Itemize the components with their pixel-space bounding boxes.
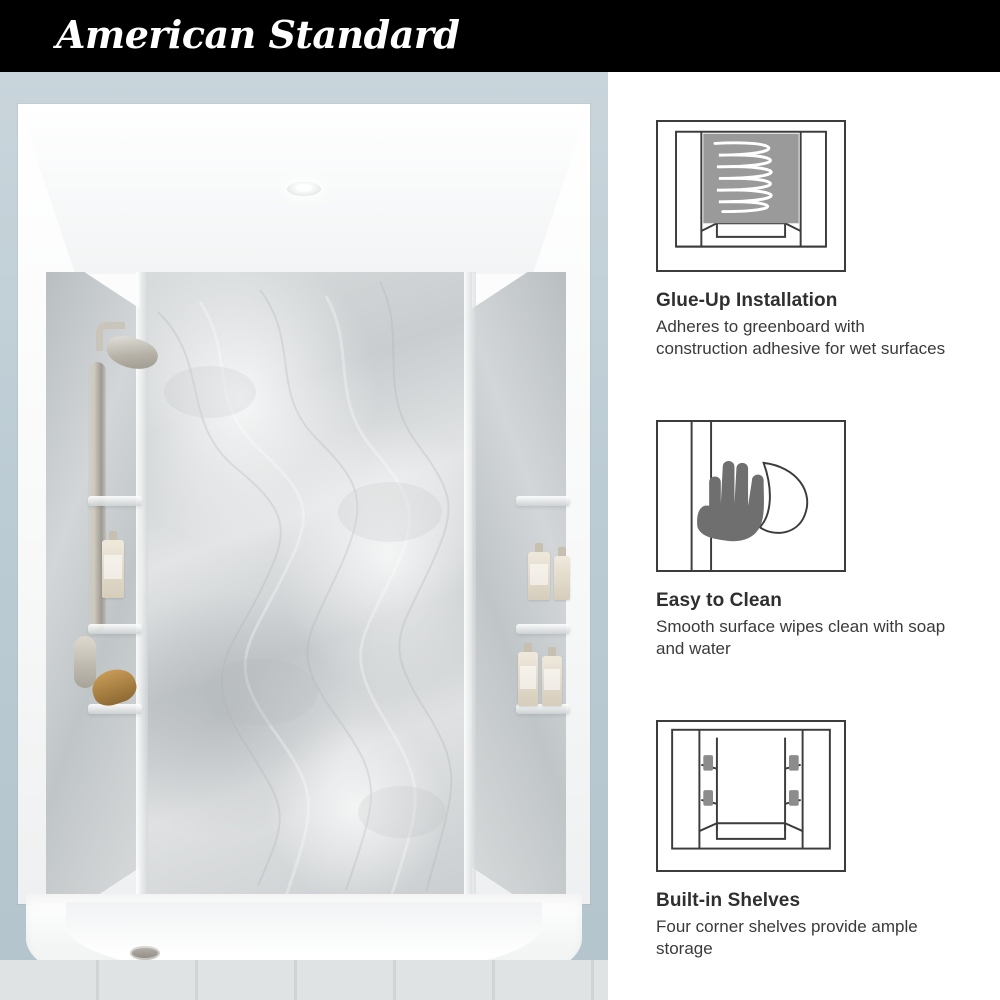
soap-bottle: [518, 652, 538, 706]
built-in-shelves-illustration: [658, 722, 844, 870]
corner-shelf-right-middle: [516, 624, 570, 634]
bottle-cap: [524, 643, 532, 652]
feature-title: Built-in Shelves: [656, 890, 801, 911]
feature-item: [656, 120, 952, 360]
bottle-cap: [558, 547, 566, 556]
right-corner-trim: [464, 272, 476, 904]
easy-to-clean-illustration: [658, 422, 844, 570]
corner-shelf-right-upper: [516, 496, 570, 506]
american-standard-logo: American Standard: [56, 12, 460, 57]
shower-valve-handle: [74, 636, 96, 688]
back-marble-wall: [140, 272, 472, 904]
feature-description: Four corner shelves provide ample storage: [656, 917, 918, 958]
feature-title: Easy to Clean: [656, 590, 782, 611]
bottle-label: [104, 555, 122, 579]
feature-title: Glue-Up Installation: [656, 290, 838, 311]
bathroom-floor-tiles: [0, 960, 608, 1000]
bottle-cap: [109, 531, 117, 540]
glue-up-installation-illustration: [658, 122, 844, 270]
drain-icon: [130, 946, 160, 960]
bottle-label: [520, 666, 536, 689]
bottle-cap: [535, 543, 543, 552]
feature-list: [608, 72, 1000, 1000]
feature-item: [656, 720, 952, 960]
feature-description: Smooth surface wipes clean with soap and water: [656, 617, 946, 658]
built-in-shelves-icon: [656, 720, 846, 872]
bottle-label: [530, 564, 548, 584]
soap-bottle: [554, 556, 570, 600]
corner-shelf-left-upper: [88, 496, 142, 506]
soap-bottle: [542, 656, 562, 706]
ceiling-plane: [18, 104, 590, 274]
glue-up-installation-icon: [656, 120, 846, 272]
corner-shelf-left-lower: [88, 704, 142, 714]
right-marble-wall: [470, 272, 566, 904]
shower-alcove: [18, 104, 590, 974]
bottle-cap: [548, 647, 556, 656]
marble-veining: [140, 272, 472, 904]
soap-bottle: [528, 552, 550, 600]
feature-description: Adheres to greenboard with construction adhesive for wet surfaces: [656, 317, 946, 358]
bottle-label: [544, 669, 560, 690]
corner-shelf-left-middle: [88, 624, 142, 634]
shower-head: [103, 332, 161, 374]
hand-wiping-cloth-icon: [656, 420, 846, 572]
feature-item: [656, 420, 952, 660]
soap-bottle: [102, 540, 124, 598]
ceiling-light-icon: [287, 182, 321, 196]
brand-bar: [0, 0, 1000, 72]
showerhead-fixture: [96, 322, 158, 374]
product-photo: [0, 72, 608, 1000]
